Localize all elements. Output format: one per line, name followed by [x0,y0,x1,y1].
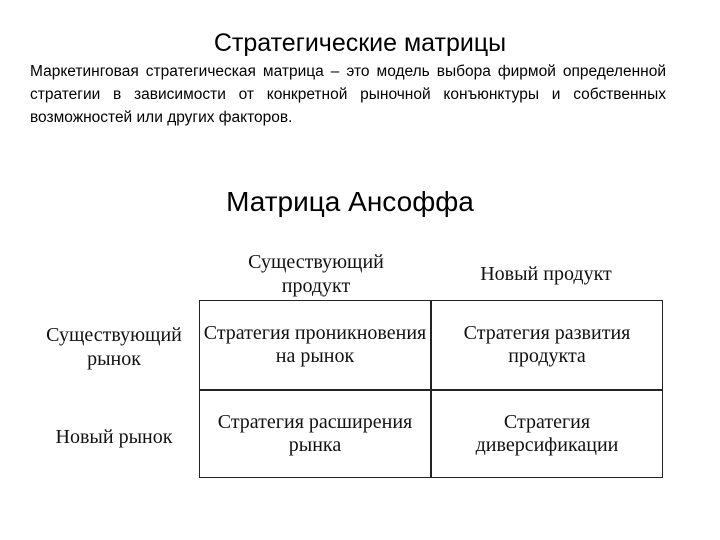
column-header-existing-product: Существующий продукт [248,251,384,297]
ansoff-matrix-grid [199,300,663,478]
definition-text: Маркетинговая стратегическая матрица – это модель выбора фирмой определенной стратегии в зависимости от конкретной рыночной конъюнктуры и собственных возможностей или других факторов. [30,63,666,126]
matrix-cell-market-development [199,390,431,478]
row-header-existing-market: Существующий рынок [46,324,182,370]
matrix-title: Матрица Ансоффа [226,186,474,217]
matrix-cell-label: Стратегия диверсификации [475,411,619,456]
matrix-cell-label: Стратегия развития продукта [463,322,631,367]
matrix-cell-label: Стратегия расширения рынка [217,411,413,456]
matrix-cell-diversification [431,390,663,478]
matrix-cell-market-penetration [199,300,431,390]
row-header-new-market: Новый рынок [55,426,173,448]
matrix-cell-label: Стратегия проникновения на рынок [203,322,427,367]
matrix-cell-product-development [431,300,663,390]
slide-title: Стратегические матрицы [213,29,507,57]
column-header-new-product: Новый продукт [480,263,612,285]
